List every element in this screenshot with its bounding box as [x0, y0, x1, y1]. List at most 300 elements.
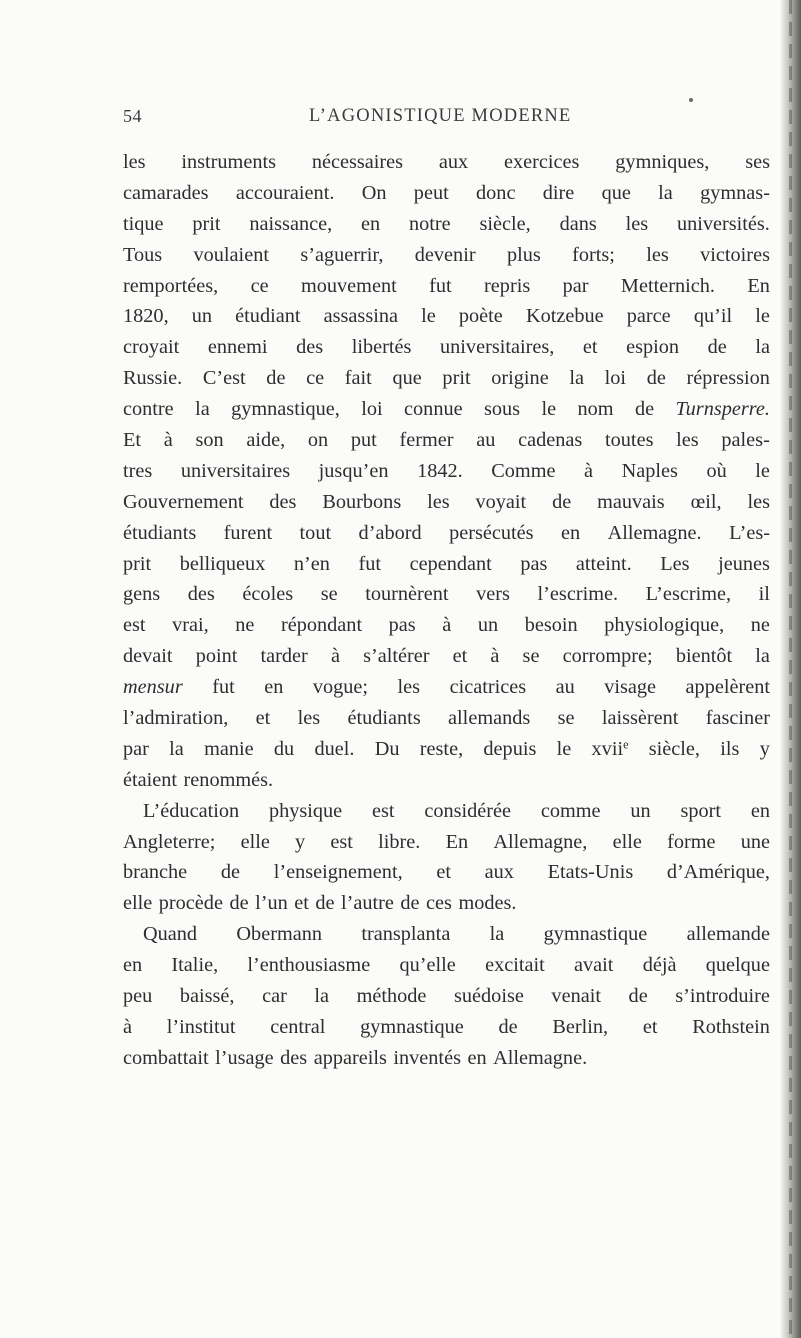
word: Du — [374, 737, 400, 760]
word: les — [297, 707, 321, 730]
word: exercices — [504, 151, 580, 173]
body-text — [123, 147, 770, 1074]
word: qu’elle — [399, 954, 456, 977]
word: universités. — [676, 212, 770, 235]
word: corrompre; — [562, 645, 653, 668]
word: furent — [223, 521, 273, 544]
word: put — [350, 429, 377, 452]
word: ce — [250, 274, 269, 297]
text-line — [123, 487, 770, 518]
text-line — [123, 610, 770, 641]
word: à — [163, 429, 173, 452]
word: en — [560, 521, 581, 544]
text-line — [123, 518, 770, 549]
word: la — [755, 645, 770, 668]
word: un — [191, 305, 213, 328]
text-line — [123, 147, 770, 178]
word: baissé, — [179, 985, 235, 1008]
text-line — [123, 857, 770, 888]
word: siècle, — [648, 737, 701, 760]
word: Bourbons — [322, 490, 402, 513]
word: voyait — [475, 490, 527, 513]
text-line — [123, 919, 770, 950]
word: aide, — [246, 429, 286, 452]
word: il — [758, 583, 770, 606]
word: Rothstein — [692, 1015, 770, 1038]
word: la — [314, 985, 330, 1008]
word: car — [262, 985, 287, 1008]
word: gens — [123, 583, 161, 606]
text-line — [123, 765, 770, 796]
word: elle — [612, 830, 642, 853]
word: pales- — [721, 429, 770, 452]
word: L’es- — [729, 521, 770, 544]
word: dans — [559, 212, 597, 235]
word: loi — [361, 398, 383, 421]
word: étudiant — [235, 305, 301, 328]
word: jusqu’en — [318, 459, 389, 482]
text-line — [123, 394, 770, 425]
word: Russie. — [123, 367, 183, 390]
word: prit — [442, 367, 471, 390]
word: En — [747, 274, 770, 297]
word: Allemagne, — [493, 830, 588, 853]
word: Italie, — [171, 954, 219, 977]
word: loi — [604, 367, 627, 390]
word: les — [676, 429, 699, 452]
word: fut — [429, 274, 452, 297]
word: Gouvernement — [123, 490, 244, 513]
text-line — [123, 950, 770, 981]
word: gymnastique — [360, 1015, 464, 1038]
text-line — [123, 332, 770, 363]
word: L’éducation — [143, 799, 240, 822]
word: croyait — [123, 336, 180, 359]
word: origine — [491, 367, 549, 390]
word: manie — [204, 737, 254, 760]
word: inventés — [393, 1046, 461, 1069]
text-line — [123, 549, 770, 580]
word: la — [169, 737, 184, 760]
word: libertés — [351, 336, 412, 359]
word: fut — [212, 676, 235, 699]
word: est — [371, 799, 395, 822]
word: gymniques, — [615, 151, 710, 173]
word: fait — [344, 367, 372, 390]
word: étudiants — [347, 707, 421, 730]
word: nécessaires — [311, 151, 404, 173]
word: jeunes — [718, 552, 770, 575]
word: l’enseignement, — [273, 861, 403, 884]
word: des — [296, 336, 324, 359]
word: et — [294, 892, 309, 915]
italic-word: mensur — [123, 676, 183, 699]
word: allemands — [448, 707, 531, 730]
word: ce — [306, 367, 325, 390]
word: de — [229, 892, 249, 915]
word: tournèrent — [365, 583, 449, 606]
word: à — [490, 645, 500, 668]
word: aux — [438, 151, 469, 173]
word: accouraient. — [235, 181, 335, 204]
word: Comme — [491, 459, 556, 482]
text-line — [123, 425, 770, 456]
word: répression — [686, 367, 770, 390]
word: des — [280, 1046, 308, 1069]
word: tique — [123, 212, 164, 235]
word: ne — [235, 614, 255, 637]
word: l’un — [255, 892, 288, 915]
word: elle — [123, 892, 153, 915]
word: déjà — [642, 954, 677, 977]
word: et — [582, 336, 598, 359]
word: libre. — [378, 830, 421, 853]
text-line — [123, 672, 770, 703]
word: sport — [680, 799, 722, 822]
word: mauvais — [597, 490, 665, 513]
word: œil, — [690, 490, 722, 513]
word: excitait — [485, 954, 545, 977]
word: l’escrime. — [537, 583, 619, 606]
word: à — [584, 459, 594, 482]
word: par — [562, 274, 589, 297]
word: en — [361, 212, 381, 235]
word: assassina — [323, 305, 398, 328]
word: appareils — [313, 1046, 387, 1069]
word: de — [646, 367, 666, 390]
word: fasciner — [705, 707, 770, 730]
running-head — [123, 106, 770, 134]
word: C’est — [202, 367, 246, 390]
word: un — [477, 614, 499, 637]
word: visage — [604, 676, 657, 699]
word: le — [541, 398, 557, 421]
scanned-page-edge — [781, 0, 801, 1338]
text-line — [123, 178, 770, 209]
word: vrai, — [172, 614, 209, 637]
word: le — [755, 305, 770, 328]
word: universitaires, — [440, 336, 555, 359]
word: repris — [484, 274, 531, 297]
word: est — [330, 830, 353, 853]
word: les — [747, 490, 770, 513]
word: une — [740, 830, 770, 853]
text-line — [123, 703, 770, 734]
word: d’Amérique, — [666, 861, 770, 884]
word: la — [658, 181, 673, 204]
word: L’escrime, — [645, 583, 732, 606]
word: avait — [574, 954, 614, 977]
word: aux — [484, 861, 514, 884]
word: point — [195, 645, 238, 668]
word: duel. — [314, 737, 355, 760]
word: d’abord — [358, 521, 422, 544]
word: en — [467, 1046, 487, 1069]
word: en — [123, 954, 143, 977]
word: parce — [626, 305, 671, 328]
word: l’admiration, — [123, 707, 229, 730]
word: écoles — [242, 583, 294, 606]
word: En — [445, 830, 469, 853]
word: ces — [426, 892, 452, 915]
word: combattait — [123, 1046, 209, 1069]
word: de — [315, 892, 335, 915]
word: devenir — [414, 243, 476, 266]
word: en — [750, 799, 770, 822]
word: l’usage — [215, 1046, 274, 1069]
word: des — [187, 583, 215, 606]
word: ne — [750, 614, 770, 637]
word: vers — [476, 583, 510, 606]
word: de — [220, 861, 241, 884]
word: On — [361, 181, 387, 204]
word: ennemi — [207, 336, 268, 359]
word: physiologique, — [604, 614, 725, 637]
word: besoin — [524, 614, 578, 637]
word: les — [427, 490, 450, 513]
word: au — [476, 429, 496, 452]
word: la — [489, 923, 505, 946]
word: peut — [413, 181, 449, 204]
word: sous — [484, 398, 521, 421]
word: répondant — [280, 614, 363, 637]
word: de — [552, 490, 572, 513]
word: Obermann — [236, 923, 323, 946]
word: persécutés — [449, 521, 534, 544]
text-line — [123, 363, 770, 394]
word: à — [123, 1015, 133, 1038]
word: et — [255, 707, 271, 730]
word: victoires — [700, 243, 770, 266]
word: venait — [551, 985, 601, 1008]
word: se — [557, 707, 575, 730]
word: naissance, — [249, 212, 333, 235]
word: un — [630, 799, 651, 822]
century-numeral-superscript: e — [623, 737, 629, 752]
word: Naples — [621, 459, 678, 482]
word: reste, — [419, 737, 464, 760]
word: quelque — [705, 954, 770, 977]
word: Berlin, — [552, 1015, 609, 1038]
word: vogue; — [312, 676, 369, 699]
text-line — [123, 796, 770, 827]
word: s’aguerrir, — [300, 243, 384, 266]
word: Metternich. — [620, 274, 715, 297]
word: à — [330, 645, 340, 668]
word: forme — [667, 830, 716, 853]
word: 1820, — [123, 305, 169, 328]
word: cadenas — [518, 429, 583, 452]
word: 1842. — [417, 459, 463, 482]
word: fut — [358, 552, 382, 575]
word: connue — [404, 398, 463, 421]
text-line — [123, 271, 770, 302]
word: on — [307, 429, 329, 452]
word: pas — [388, 614, 416, 637]
word: instruments — [181, 151, 277, 173]
word: le — [421, 305, 436, 328]
text-line — [123, 1043, 770, 1074]
text-line — [123, 1012, 770, 1043]
word: donc — [476, 181, 516, 204]
word: la — [755, 336, 770, 359]
word: se — [320, 583, 338, 606]
word: les — [397, 676, 421, 699]
text-line — [123, 209, 770, 240]
word: l’autre — [341, 892, 394, 915]
word: étaient — [123, 768, 178, 791]
word: forts; — [572, 243, 615, 266]
italic-word: Turnsperre. — [675, 398, 770, 421]
word: atteint. — [575, 552, 632, 575]
text-line — [123, 641, 770, 672]
word: les — [646, 243, 669, 266]
page-number: 54 — [123, 106, 142, 126]
word: les — [625, 212, 649, 235]
word: physique — [268, 799, 343, 822]
word: de — [498, 1015, 518, 1038]
word: l’institut — [166, 1015, 236, 1038]
word: laissèrent — [601, 707, 679, 730]
word: Quand — [143, 923, 198, 946]
word: mouvement — [300, 274, 397, 297]
word: elle — [240, 830, 270, 853]
word: Allemagne. — [607, 521, 702, 544]
word: gymnastique — [543, 923, 648, 946]
word: méthode — [356, 985, 427, 1008]
word: est — [123, 614, 146, 637]
text-line — [123, 301, 770, 332]
century-numeral-base: xvii — [591, 737, 624, 760]
word: où — [706, 459, 727, 482]
word: de — [634, 398, 655, 421]
running-title: L’AGONISTIQUE MODERNE — [309, 106, 572, 126]
word: l’enthousiasme — [247, 954, 371, 977]
word: Allemagne. — [493, 1046, 588, 1069]
word: que — [392, 367, 422, 390]
word: Kotzebue — [525, 305, 604, 328]
word: nom — [577, 398, 614, 421]
word: Et — [123, 429, 142, 452]
word: contre — [123, 398, 174, 421]
word: poète — [458, 305, 503, 328]
word: à — [442, 614, 452, 637]
text-line — [123, 827, 770, 858]
word: belliqueux — [179, 552, 266, 575]
word: toutes — [605, 429, 654, 452]
word: se — [522, 645, 540, 668]
word: son — [195, 429, 224, 452]
text-line — [123, 456, 770, 487]
word: central — [270, 1015, 326, 1038]
word: cependant — [409, 552, 492, 575]
word: et — [642, 1015, 658, 1038]
word: transplanta — [361, 923, 451, 946]
word: modes. — [458, 892, 517, 915]
word: branche — [123, 861, 188, 884]
text-line — [123, 579, 770, 610]
word: s’altérer — [363, 645, 430, 668]
word: tres — [123, 459, 153, 482]
word: le — [556, 737, 572, 760]
word: devait — [123, 645, 173, 668]
word: espion — [626, 336, 680, 359]
word: procède — [158, 892, 223, 915]
word: depuis — [483, 737, 537, 760]
word: Les — [660, 552, 690, 575]
word: au — [555, 676, 575, 699]
word: gymnastique, — [231, 398, 340, 421]
word: siècle, — [479, 212, 531, 235]
word: par — [123, 737, 149, 760]
text-line — [123, 888, 770, 919]
word: bientôt — [675, 645, 733, 668]
text-line — [123, 240, 770, 271]
word: remportées, — [123, 274, 219, 297]
word: voulaient — [193, 243, 269, 266]
word: des — [269, 490, 297, 513]
word: de — [266, 367, 286, 390]
word: du — [273, 737, 295, 760]
word: plus — [506, 243, 541, 266]
word: n’en — [293, 552, 330, 575]
word: peu — [123, 985, 153, 1008]
word: ils — [720, 737, 740, 760]
word: de — [628, 985, 648, 1008]
text-line — [123, 981, 770, 1012]
word: y — [295, 830, 306, 853]
word: considérée — [424, 799, 512, 822]
word: allemande — [686, 923, 770, 946]
word: de — [707, 336, 727, 359]
word: tarder — [260, 645, 308, 668]
word: la — [569, 367, 584, 390]
word: suédoise — [454, 985, 524, 1008]
word: s’introduire — [675, 985, 770, 1008]
word: renommés. — [183, 768, 274, 791]
word: prit — [123, 552, 152, 575]
word: cicatrices — [449, 676, 527, 699]
text-line — [123, 734, 770, 765]
word: universitaires — [180, 459, 291, 482]
word: notre — [408, 212, 451, 235]
word: le — [755, 459, 770, 482]
word: la — [195, 398, 210, 421]
word: prit — [192, 212, 221, 235]
word: camarades — [123, 181, 209, 204]
word: tout — [299, 521, 332, 544]
ink-speck — [689, 98, 693, 102]
word: comme — [540, 799, 601, 822]
word: dire — [542, 181, 575, 204]
word: en — [264, 676, 284, 699]
word: gymnas- — [700, 181, 770, 204]
word: étudiants — [123, 521, 197, 544]
word: qu’il — [693, 305, 733, 328]
word: et — [436, 861, 451, 884]
word: Tous — [123, 243, 163, 266]
word: fermer — [399, 429, 454, 452]
word: et — [452, 645, 468, 668]
word: que — [601, 181, 631, 204]
word: appelèrent — [685, 676, 770, 699]
word: pas — [520, 552, 548, 575]
word: les — [123, 151, 146, 173]
century-numeral — [592, 734, 629, 765]
word: Angleterre; — [123, 830, 216, 853]
word: Etats-Unis — [547, 861, 634, 884]
word: y — [759, 737, 770, 760]
